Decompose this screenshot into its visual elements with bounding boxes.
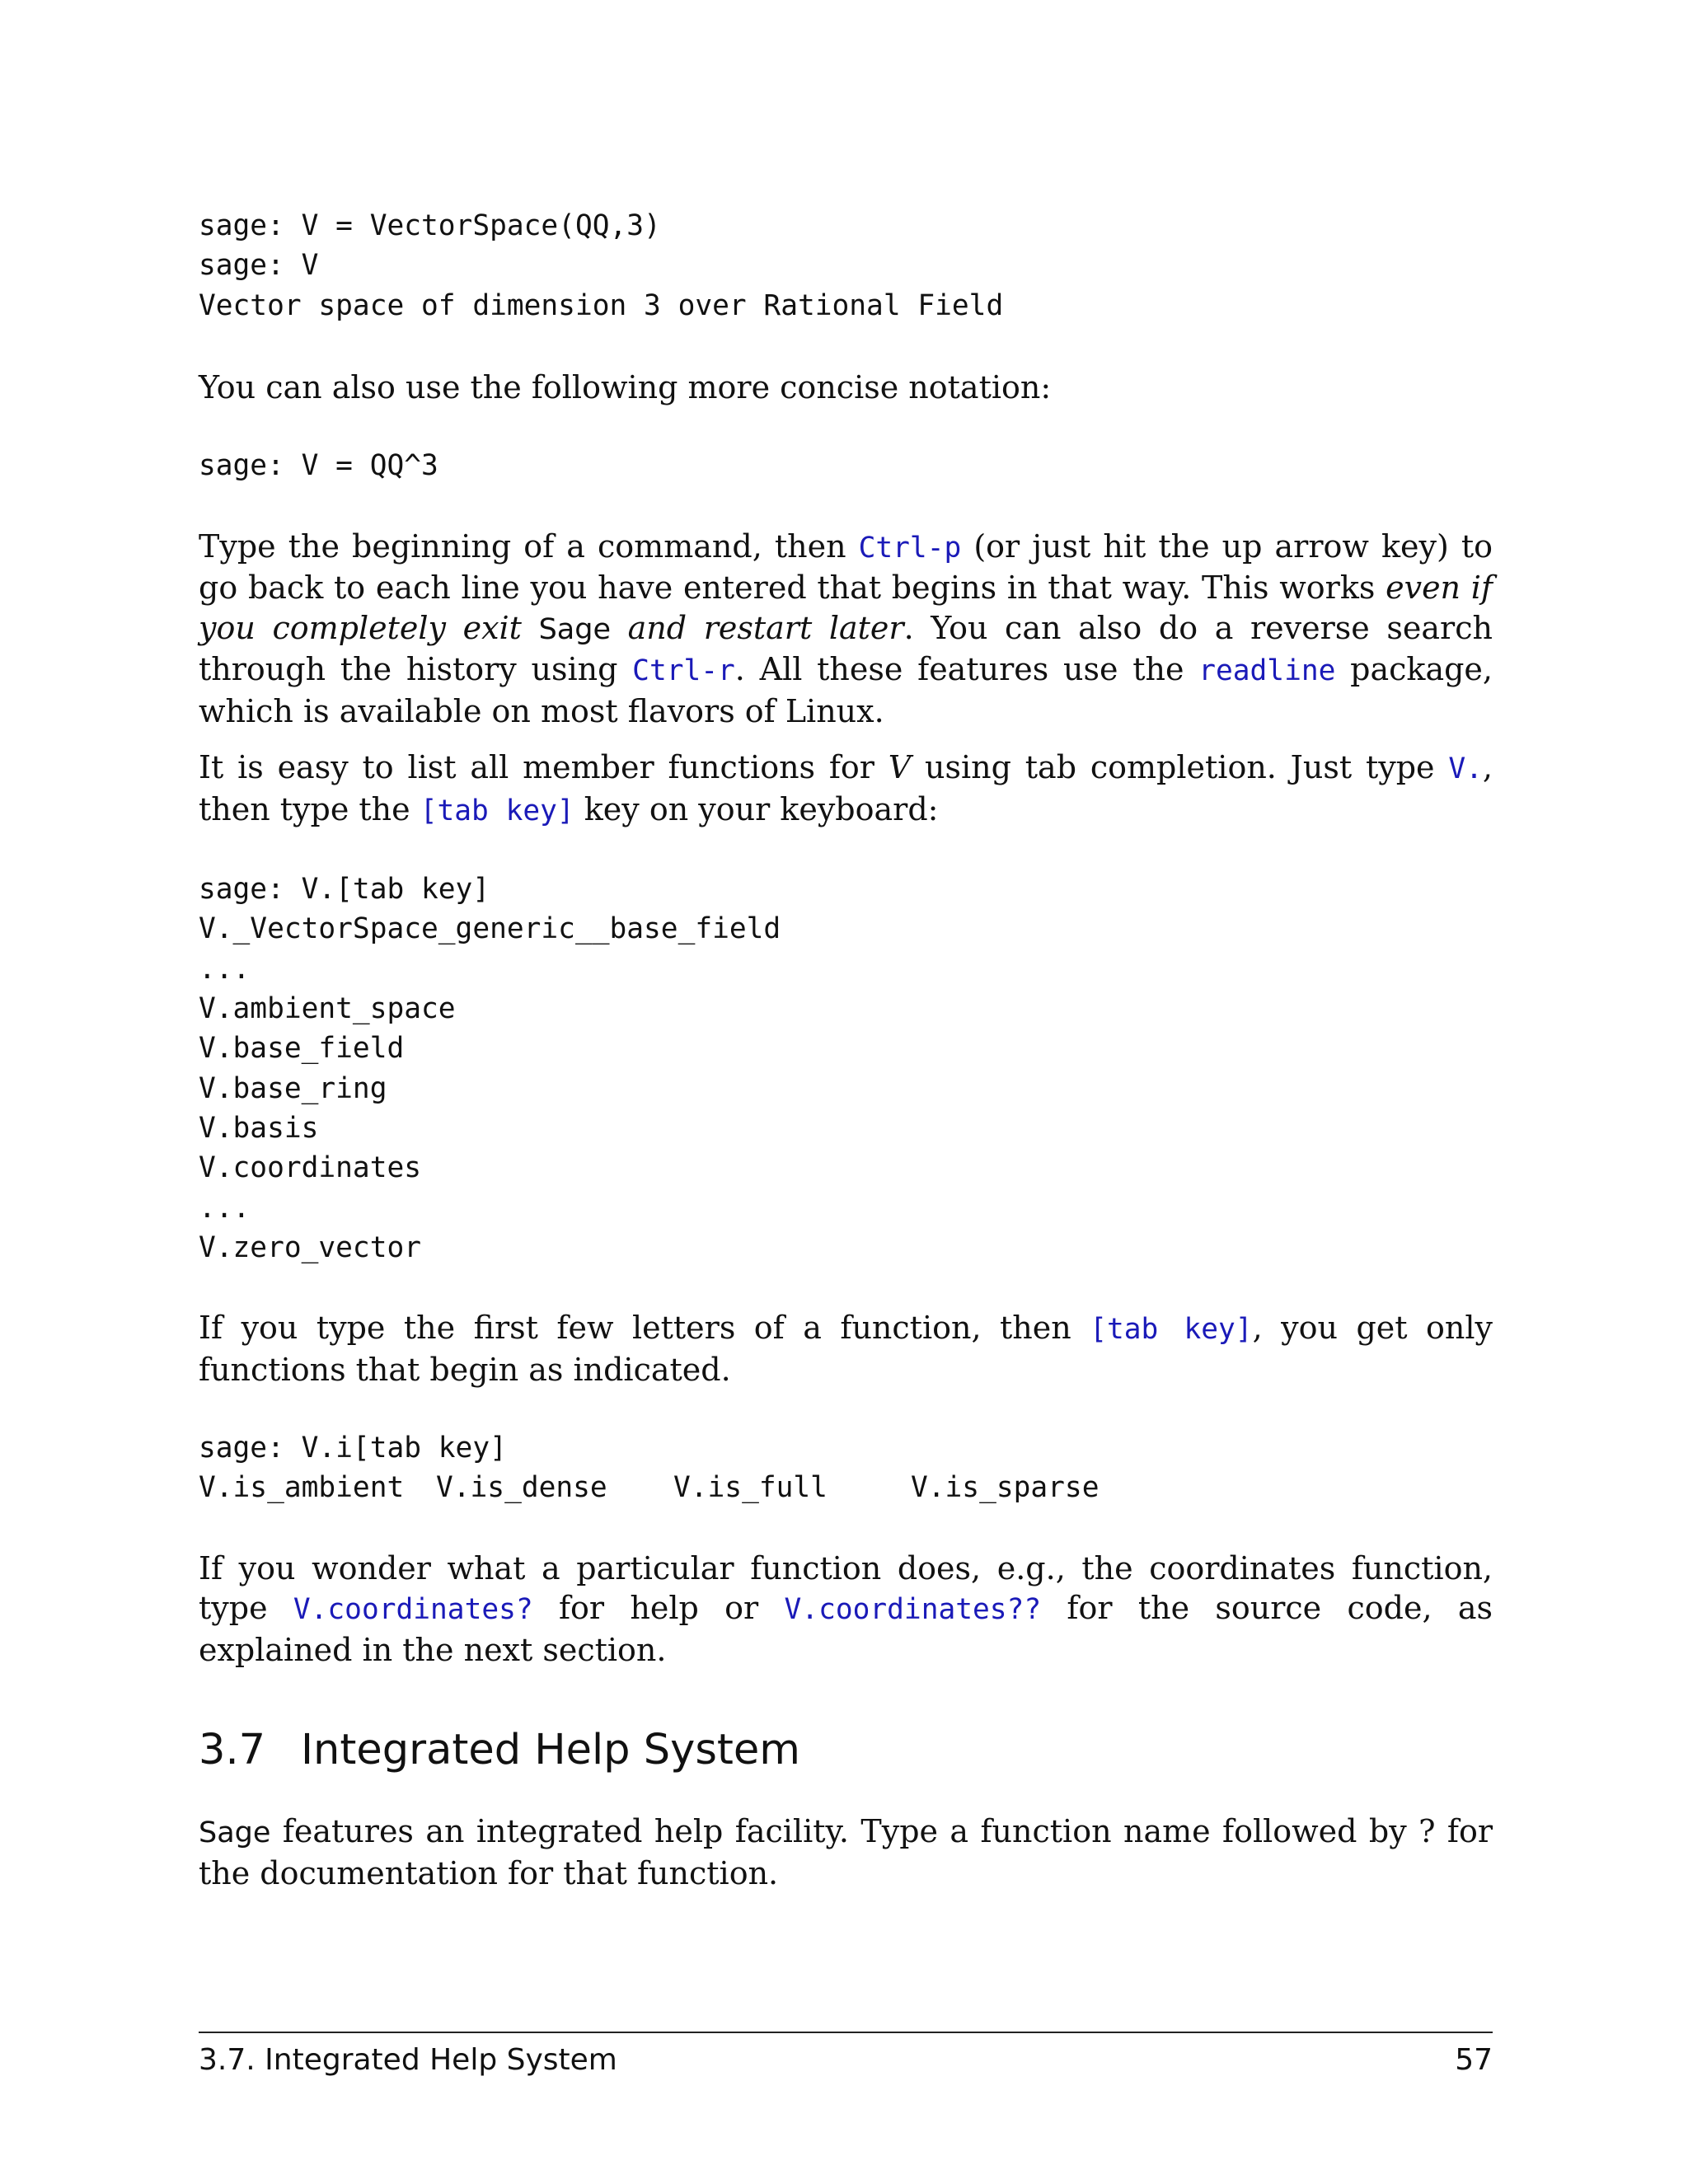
code-line: sage: V.i[tab key] (199, 1432, 507, 1465)
section-heading (199, 1726, 1493, 1775)
footer-section: 3.7. Integrated Help System (199, 2043, 617, 2077)
paragraph-help-question: If you wonder what a particular function does, e.g., the coordinates function, type V.coordinates? for help or V.coordinates?? for the source code, as explained in the next section. (199, 1549, 1493, 1668)
code-line: sage: V (199, 249, 319, 283)
code-block-tab-listing (199, 869, 1493, 1268)
code-line: V.base_field (199, 1032, 405, 1066)
code-line: V._VectorSpace_generic__base_field (199, 912, 781, 946)
sage-name: Sage (538, 612, 611, 646)
page-footer (199, 2032, 1493, 2077)
completion-item: V.is_full (673, 1471, 828, 1505)
code-line: Vector space of dimension 3 over Rational Field (199, 288, 1004, 322)
paragraph-first-letters: If you type the first few letters of a function, then [tab key], you get only functions that begin as indicated. (199, 1310, 1493, 1388)
v-dot-link[interactable]: V. (1448, 752, 1483, 786)
code-line: sage: V.[tab key] (199, 873, 490, 907)
code-line: V.zero_vector (199, 1230, 422, 1264)
code-line: V.coordinates (199, 1151, 422, 1185)
paragraph-concise-notation: You can also use the following more concise notation: (199, 368, 1052, 405)
code-block-qq3 (199, 446, 1493, 485)
code-block-is-functions (199, 1428, 1493, 1508)
completion-item: V.is_dense (436, 1471, 607, 1505)
ctrl-p-link[interactable]: Ctrl-p (858, 531, 962, 565)
section-title: Integrated Help System (301, 1726, 800, 1775)
page-content (199, 206, 1493, 1893)
sage-name: Sage (199, 1816, 271, 1850)
completion-item: V.is_ambient (199, 1471, 405, 1505)
code-block-vectorspace (199, 206, 1493, 326)
code-line: V.ambient_space (199, 992, 456, 1026)
completion-item: V.is_sparse (911, 1471, 1100, 1505)
tab-key-link[interactable]: [tab key] (420, 794, 574, 827)
code-line: sage: V = QQ^3 (199, 449, 438, 483)
code-line: ... (199, 1191, 251, 1225)
code-line: ... (199, 952, 251, 986)
readline-link[interactable]: readline (1198, 654, 1336, 688)
tab-key-link[interactable]: [tab key] (1090, 1313, 1253, 1347)
paragraph-history: Type the beginning of a command, then Ctrl-p (or just hit the up arrow key) to go back to each line you have entered that begins in that way. This works even if you completely exit Sage and restart later. You can also do a reverse search through the history using Ctrl-r. All these features use the readline package, which is available on most flavors of Linux. (199, 527, 1493, 729)
code-line: V.basis (199, 1111, 319, 1145)
paragraph-help-facility: Sage features an integrated help facility. Type a function name followed by ? for the documentation for that function. (199, 1813, 1493, 1891)
paragraph-tab-completion: It is easy to list all member functions for V using tab completion. Just type V., then type the [tab key] key on your keyboard: (199, 749, 1493, 827)
code-line: sage: V = VectorSpace(QQ,3) (199, 209, 661, 242)
section-number: 3.7 (199, 1726, 266, 1775)
coordinates-source-link[interactable]: V.coordinates?? (784, 1593, 1042, 1627)
ctrl-r-link[interactable]: Ctrl-r (632, 654, 735, 688)
page-number: 57 (1455, 2043, 1493, 2077)
math-variable-v: V (888, 749, 912, 786)
code-line-completions (199, 1468, 1493, 1507)
code-line: V.base_ring (199, 1071, 387, 1105)
coordinates-help-link[interactable]: V.coordinates? (293, 1593, 533, 1627)
